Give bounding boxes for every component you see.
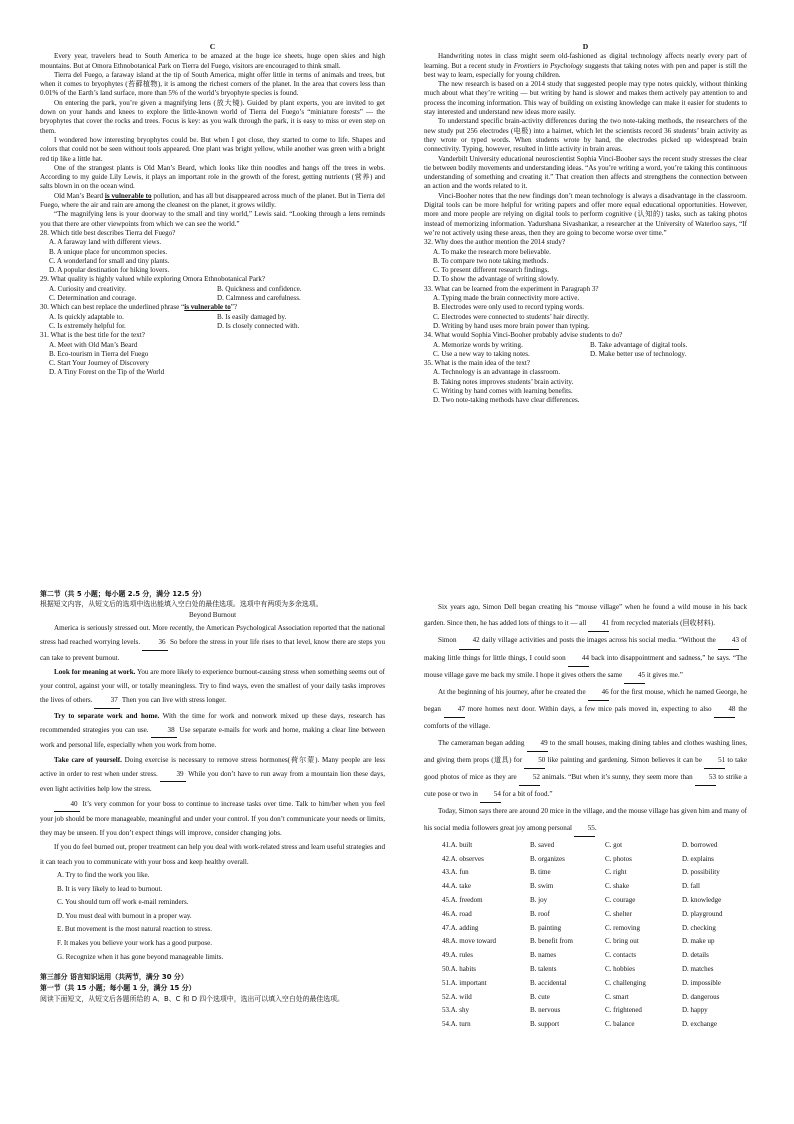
option[interactable]: D. explains bbox=[682, 854, 714, 863]
paragraph: “The magnifying lens is your doorway to the small and tiny world,” Lewis said. “Looking through a lens reminds you that there are other viewpoints from which we can see the world.” bbox=[40, 210, 385, 228]
text: back into disappointment and sadness,” he says. “The mouse village gave me back my smile. I hope it gives others the same bbox=[424, 653, 747, 679]
option[interactable]: 43.A. fun bbox=[442, 868, 469, 877]
option[interactable]: B. swim bbox=[530, 882, 554, 891]
cloze-options bbox=[424, 839, 747, 1032]
option[interactable]: C. Is extremely helpful for. bbox=[49, 321, 126, 330]
bold-lead: Look for meaning at work. bbox=[54, 667, 136, 676]
text: The cameraman began adding bbox=[438, 738, 527, 747]
paragraph bbox=[40, 621, 385, 665]
paragraph bbox=[424, 599, 747, 632]
option[interactable]: F. It makes you believe your work has a good purpose. bbox=[57, 939, 213, 948]
blank-51[interactable]: 51 bbox=[704, 752, 725, 769]
option[interactable]: C. contacts bbox=[605, 951, 637, 960]
paragraph bbox=[424, 632, 747, 684]
paragraph bbox=[424, 52, 747, 80]
paragraph bbox=[40, 665, 385, 709]
text: from recycled materials (回收材料). bbox=[609, 619, 715, 628]
option[interactable]: B. benefit from bbox=[530, 937, 573, 946]
option[interactable]: C. right bbox=[605, 868, 627, 877]
passage-d-letter: D bbox=[582, 42, 589, 51]
option[interactable]: 51.A. important bbox=[442, 978, 487, 987]
option[interactable]: D. knowledge bbox=[682, 896, 722, 905]
option[interactable]: B. To compare two note taking methods. bbox=[433, 256, 549, 265]
option[interactable]: E. But movement is the most natural reaction to stress. bbox=[57, 925, 213, 934]
option[interactable]: A. Is quickly adaptable to. bbox=[49, 312, 124, 321]
text: to strike a cute pose or two in bbox=[424, 773, 747, 799]
blank-53[interactable]: 53 bbox=[695, 769, 716, 786]
paragraph bbox=[40, 709, 385, 753]
option[interactable]: B. cute bbox=[530, 992, 550, 1001]
question-33: 33. What can be learned from the experiment in Paragraph 3? bbox=[424, 284, 599, 293]
part-3-instruction: 阅读下面短文，从短文后各题所给的 A、B、C 和 D 四个选项中，选出可以填入空白处的最佳选项。 bbox=[40, 995, 344, 1004]
underlined-phrase: is vulnerable to bbox=[104, 191, 152, 200]
option[interactable]: A. Try to find the work you like. bbox=[57, 871, 150, 880]
option[interactable]: 42.A. observes bbox=[442, 854, 484, 863]
blank-37[interactable]: 37 bbox=[94, 693, 120, 708]
paragraph bbox=[424, 684, 747, 735]
text: to the small houses, making dining tables and clothes washing lines, and giving them props (道具) for bbox=[424, 738, 747, 764]
option-row bbox=[40, 294, 385, 303]
text: So before the stress in your life rises to that level, know there are steps you can take to prevent burnout. bbox=[40, 638, 385, 662]
option-row bbox=[40, 313, 385, 322]
underlined-phrase: is vulnerable to bbox=[184, 303, 231, 312]
option-row bbox=[424, 350, 747, 359]
paragraph bbox=[40, 797, 385, 841]
paragraph: The new research is based on a 2014 study that suggested people may type notes quickly, without thinking much about what they’re writing — but writing by hand is slower and makes them actively pay attention to and process the incoming information. This way of building on existing knowledge can make it easier for students to stay interested and understand new ideas more easily. bbox=[424, 80, 747, 117]
text: for the first mouse, which he named George, he began bbox=[424, 688, 747, 714]
blank-40[interactable]: 40 bbox=[54, 797, 80, 812]
blank-44[interactable]: 44 bbox=[568, 650, 589, 667]
option[interactable]: B. Take advantage of digital tools. bbox=[590, 340, 688, 349]
option[interactable]: A. A faraway land with different views. bbox=[49, 238, 162, 247]
paragraph: If you do feel burned out, proper treatment can help you deal with work-related stress and learn useful strategies and it can teach you to communicate with your boss and keep healthy overall. bbox=[40, 843, 385, 866]
text: While you don’t have to run away from a mountain lion these days, even light activities help low the stress. bbox=[40, 769, 386, 794]
option[interactable]: D. Calmness and carefulness. bbox=[217, 294, 301, 303]
paragraph: One of the strangest plants is Old Man’s Beard, which looks like thin noodles and hangs off the trees in webs. According to my guide Lily Lewis, it plays an important role in the growth of the forest, getting nutrients (营养) and salts blown in on the ocean wind. bbox=[40, 163, 385, 191]
option[interactable]: 54.A. turn bbox=[442, 1020, 471, 1029]
option[interactable]: B. saved bbox=[530, 840, 555, 849]
text: It’s very common for your boss to continue to increase tasks over time. Talk to him/her when you feel your job should be more manageable, meaningful and under your control. If you don’t communicate your needs or limits, they may be unseen. If you don’t expect things will improve, consider changing jobs. bbox=[40, 799, 385, 838]
option-row bbox=[40, 285, 385, 294]
blank-45[interactable]: 45 bbox=[624, 667, 645, 684]
section-heading: 第二节（共 5 小题；每小题 2.5 分，满分 12.5 分） bbox=[40, 590, 206, 598]
blank-55[interactable]: 55 bbox=[574, 820, 595, 837]
blank-49[interactable]: 49 bbox=[527, 735, 548, 752]
text: suggests that taking notes with pen and paper is still the best way to learn, especially for young children. bbox=[424, 61, 747, 79]
option[interactable]: D. exchange bbox=[682, 1020, 717, 1029]
blank-41[interactable]: 41 bbox=[588, 615, 609, 632]
option[interactable]: B. talents bbox=[530, 965, 557, 974]
option[interactable]: B. support bbox=[530, 1020, 560, 1029]
option[interactable]: C. Writing by hand comes with learning benefits. bbox=[433, 386, 573, 395]
blank-52[interactable]: 52 bbox=[519, 769, 540, 786]
text: Doing exercise is necessary to remove stress hormones(荷尔蒙). Many people are less active in order to rest when under stress. bbox=[40, 755, 385, 778]
option[interactable]: A. Memorize words by writing. bbox=[433, 340, 523, 349]
option[interactable]: D. checking bbox=[682, 923, 716, 932]
blank-54[interactable]: 54 bbox=[480, 786, 501, 803]
paragraph: I wondered how interesting bryophytes could be. But when I got close, they started to come to life. Shapes and colors that could not be seen without tools appeared. One plant was bright yellow, while another was green with a bright red tip like a little hat. bbox=[40, 135, 385, 163]
option[interactable]: D. happy bbox=[682, 1006, 708, 1015]
option[interactable]: B. roof bbox=[530, 909, 550, 918]
option[interactable]: D. fall bbox=[682, 882, 700, 891]
text: 30. Which can best replace the underlined phrase “ bbox=[40, 303, 185, 312]
option[interactable]: 45.A. freedom bbox=[442, 896, 483, 905]
option[interactable]: C. smart bbox=[605, 992, 629, 1001]
text: daily village activities and posts the images across his social media. “Without the bbox=[479, 636, 718, 645]
option[interactable]: B. joy bbox=[530, 896, 548, 905]
option[interactable]: G. Recognize when it has gone beyond manageable limits. bbox=[57, 952, 224, 961]
option[interactable]: C. To present different research findings. bbox=[433, 266, 550, 275]
option[interactable]: D. To show the advantage of writing slowly. bbox=[433, 275, 559, 284]
option[interactable]: A. To make the research more believable. bbox=[433, 247, 551, 256]
option[interactable]: B. accidental bbox=[530, 978, 567, 987]
question-35: 35. What is the main idea of the text? bbox=[424, 359, 531, 368]
option[interactable]: D. Make better use of technology. bbox=[590, 349, 687, 358]
option[interactable]: 53.A. shy bbox=[442, 1006, 470, 1015]
option[interactable]: 47.A. adding bbox=[442, 923, 479, 932]
blank-38[interactable]: 38 bbox=[151, 723, 177, 738]
option[interactable]: 44.A. take bbox=[442, 882, 471, 891]
blank-48[interactable]: 48 bbox=[714, 701, 735, 718]
text: America is seriously stressed out. More recently, the American Psychological Association reported that the national stress had reached worrying levels. bbox=[40, 624, 385, 647]
option[interactable]: D. You must deal with burnout in a proper way. bbox=[57, 911, 192, 920]
option[interactable]: C. shake bbox=[605, 882, 630, 891]
text: animals. “But when it’s sunny, they seem more than bbox=[539, 773, 695, 782]
option[interactable]: D. impossible bbox=[682, 978, 721, 987]
text: to take good photos of mice as they are bbox=[424, 755, 747, 782]
option[interactable]: C. challenging bbox=[605, 978, 646, 987]
text: the comforts of the village. bbox=[424, 705, 747, 731]
text: Handwriting notes in class might seem old-fashioned as digital technology affects nearly every part of learning. But a recent study in bbox=[424, 52, 747, 70]
passage-c-letter: C bbox=[209, 42, 216, 51]
paragraph bbox=[424, 803, 747, 836]
option[interactable]: B. nervous bbox=[530, 1006, 561, 1015]
blank-39[interactable]: 39 bbox=[160, 767, 186, 782]
option[interactable]: C. Use a new way to taking notes. bbox=[433, 349, 530, 358]
paragraph: Tierra del Fuego, a faraway island at the tip of South America, might offer little in terms of animals and trees, but when it comes to bryophytes (苔藓植物), it is among the richest corners of the planet. In the area that covers less than 0.01% of the Earth’s land surface, more than 5% of the world’s bryophyte species is found. bbox=[40, 70, 385, 98]
paragraph bbox=[424, 735, 747, 804]
option[interactable]: D. matches bbox=[682, 965, 714, 974]
text: of making little things for little things, I could soon bbox=[424, 636, 747, 662]
paragraph bbox=[40, 192, 385, 211]
cloze-passage bbox=[424, 599, 747, 1032]
text: . bbox=[594, 823, 597, 832]
text: more homes next door. Within days, a few mice pals moved in, expecting to also bbox=[464, 705, 715, 714]
option[interactable]: B. Electrodes were only used to record typing words. bbox=[433, 303, 584, 312]
option[interactable]: A. Curiosity and creativity. bbox=[49, 284, 126, 293]
part-3-subheading: 第一节（共 15 小题；每小题 1 分，满分 15 分） bbox=[40, 984, 196, 993]
option[interactable]: B. time bbox=[530, 868, 551, 877]
blank-36[interactable]: 36 bbox=[142, 635, 168, 650]
option[interactable]: C. Determination and courage. bbox=[49, 294, 137, 303]
option[interactable]: A. Typing made the brain connectivity more active. bbox=[433, 294, 580, 303]
question-31: 31. What is the best title for the text? bbox=[40, 331, 145, 340]
option[interactable]: C. balance bbox=[605, 1020, 635, 1029]
option-row bbox=[424, 341, 747, 350]
option[interactable]: B. Is easily damaged by. bbox=[217, 312, 287, 321]
option[interactable]: B. It is very likely to lead to burnout. bbox=[57, 884, 163, 893]
option[interactable]: D. details bbox=[682, 951, 709, 960]
text: You are more likely to experience burnout-causing stress when something seems out of your control, against your will, or totally meaningless. Try to find ways, even the smallest of your daily tasks improves the lives of others. bbox=[40, 667, 385, 705]
option[interactable]: B. painting bbox=[530, 923, 562, 932]
option[interactable]: A. Technology is an advantage in classroom. bbox=[433, 368, 561, 377]
bold-lead: Try to separate work and home. bbox=[54, 711, 160, 720]
option[interactable]: C. photos bbox=[605, 854, 632, 863]
paragraph: On entering the park, you’re given a magnifying lens (放大镜). Guided by plant experts, you are invited to get down on your hands and knees to explore the little-known world of Tierra del Fuego’s “miniature forests” — the bryophytes that cover the rocks and trees. Focus is key: as you walk through the park, it is easy to miss or even step on them. bbox=[40, 98, 385, 135]
option[interactable]: D. Writing by hand uses more brain power than typing. bbox=[433, 321, 590, 330]
option[interactable]: C. courage bbox=[605, 896, 636, 905]
option[interactable]: C. frightened bbox=[605, 1006, 642, 1015]
part-3-heading: 第三部分 语言知识运用（共两节，满分 30 分） bbox=[40, 973, 188, 982]
option[interactable]: C. hobbies bbox=[605, 965, 635, 974]
option[interactable]: 49.A. rules bbox=[442, 951, 473, 960]
option[interactable]: C. Start Your Journey of Discovery bbox=[49, 359, 149, 368]
text: Six years ago, Simon Dell began creating his “mouse village” when he found a wild mouse in his back garden. Since then, he has added lots of things to it — all bbox=[424, 603, 747, 628]
journal-name: Frontiers in Psychology bbox=[513, 61, 583, 70]
text: it gives me.” bbox=[645, 670, 683, 679]
paragraph: Vinci-Booher notes that the new findings don’t mean technology is always a disadvantage in the classroom. Digital tools can be more helpful for writing papers and offer more equal educational opportunities. However, more and more people are relying on digital tools to perform cognitive (认知的) tasks, such as taking photos instead of memorizing information. Yadurshana Sivashankar, a researcher at the University of Waterloo says, “If we’re not actively using these areas, then they are going to become worse over time.” bbox=[424, 191, 747, 237]
option[interactable]: 48.A. move toward bbox=[442, 937, 497, 946]
option[interactable]: B. names bbox=[530, 951, 557, 960]
option[interactable]: C. A wonderland for small and tiny plants. bbox=[49, 256, 170, 265]
passage-d bbox=[424, 42, 747, 406]
section-2 bbox=[40, 589, 385, 1005]
option[interactable]: 46.A. road bbox=[442, 909, 472, 918]
question-30 bbox=[40, 303, 385, 312]
paragraph bbox=[40, 753, 385, 797]
question-32: 32. Why does the author mention the 2014 study? bbox=[424, 238, 566, 247]
question-34: 34. What would Sophia Vinci-Booher probably advise students to do? bbox=[424, 331, 623, 340]
option[interactable]: 41.A. built bbox=[442, 840, 473, 849]
option[interactable]: B. A unique place for uncommon species. bbox=[49, 247, 168, 256]
text: for a bit of food.” bbox=[500, 790, 553, 799]
option[interactable]: B. Taking notes improves students’ brain activity. bbox=[433, 377, 574, 386]
text: ”? bbox=[230, 303, 238, 312]
section-instruction: 根据短文内容，从短文后的选项中选出能填入空白处的最佳选项。选项中有两项为多余选项。 bbox=[40, 600, 323, 608]
option-row bbox=[40, 322, 385, 331]
option[interactable]: D. A popular destination for hiking lovers. bbox=[49, 266, 170, 275]
option[interactable]: A. Meet with Old Man’s Beard bbox=[49, 340, 138, 349]
paragraph: Every year, travelers head to South America to be amazed at the huge ice sheets, huge open skies and high mountains. But at Omora Ethnobotanical Park on Tierra del Fuego, visitors are encouraged to think small. bbox=[40, 52, 385, 70]
option[interactable]: C. Electrodes were connected to students’ hair directly. bbox=[433, 312, 590, 321]
option[interactable]: D. dangerous bbox=[682, 992, 720, 1001]
text: Simon bbox=[438, 636, 459, 645]
blank-47[interactable]: 47 bbox=[444, 701, 465, 718]
option[interactable]: B. Eco-tourism in Tierra del Fuego bbox=[49, 349, 149, 358]
option[interactable]: D. A Tiny Forest on the Tip of the World bbox=[49, 368, 165, 377]
option[interactable]: D. Is closely connected with. bbox=[217, 321, 300, 330]
blank-50[interactable]: 50 bbox=[524, 752, 545, 769]
option[interactable]: 52.A. wild bbox=[442, 992, 472, 1001]
text: pollution, and has all but disappeared across much of the planet. But in Tierra del Fuego, where the air and rain are among the cleanest on the planet, it grows wildly. bbox=[40, 191, 385, 210]
option[interactable]: C. removing bbox=[605, 923, 640, 932]
text: At the beginning of his journey, after he created the bbox=[438, 688, 588, 697]
question-28: 28. Which title best describes Tierra del Fuego? bbox=[40, 228, 176, 237]
option[interactable]: C. shelter bbox=[605, 909, 632, 918]
option[interactable]: D. playground bbox=[682, 909, 723, 918]
option[interactable]: D. Two note-taking methods have clear differences. bbox=[433, 396, 580, 405]
text: Use separate e-mails for work and home, making a clear line between work and personal life, especially when you work from home. bbox=[40, 726, 385, 750]
option[interactable]: C. You should turn off work e-mail reminders. bbox=[57, 898, 189, 907]
option[interactable]: B. Quickness and confidence. bbox=[217, 284, 302, 293]
passage-c bbox=[40, 42, 385, 378]
blank-42[interactable]: 42 bbox=[459, 632, 480, 649]
question-29: 29. What quality is highly valued while exploring Omora Ethnobotanical Park? bbox=[40, 275, 266, 284]
paragraph: Vanderbilt University educational neuroscientist Sophia Vinci-Booher says the recent study stresses the clear tie between bodily movements and understanding ideas. “As you’re writing a word, you’re taking this continuous understanding of something and creating it.” That creation then affects and strengthens the connection between an action and the words related to it. bbox=[424, 154, 747, 191]
text: Today, Simon says there are around 20 mice in the village, and the mouse village has given him and many of his social media followers great joy among personal bbox=[424, 807, 747, 832]
bold-lead: Take care of yourself. bbox=[54, 755, 122, 764]
option[interactable]: C. got bbox=[605, 840, 623, 849]
option[interactable]: C. bring out bbox=[605, 937, 639, 946]
option[interactable]: D. make up bbox=[682, 937, 715, 946]
text: Then you can live with stress longer. bbox=[120, 696, 227, 705]
option[interactable]: B. organizes bbox=[530, 854, 565, 863]
text: With the time for work and nonwork mixed up these days, research has recommended strategies you can use. bbox=[40, 711, 386, 735]
option[interactable]: D. possibility bbox=[682, 868, 720, 877]
text: like painting and gardening. Simon believes it can be bbox=[545, 755, 705, 764]
passage-title: Beyond Burnout bbox=[188, 611, 237, 619]
option-list bbox=[40, 869, 385, 964]
blank-46[interactable]: 46 bbox=[588, 684, 609, 701]
paragraph: To understand specific brain-activity differences during the two note-taking methods, the researchers of the new study put 256 electrodes (电极) into a hairnet, which let the scientists record 36 students’ brain activity as they wrote or typed words. When students wrote by hand, the electrodes picked up widespread brain connectivity. Typing, however, resulted in little activity in brain areas. bbox=[424, 117, 747, 154]
option[interactable]: D. borrowed bbox=[682, 840, 718, 849]
text: Old Man’s Beard bbox=[54, 191, 105, 200]
blank-43[interactable]: 43 bbox=[718, 632, 739, 649]
option[interactable]: 50.A. habits bbox=[442, 965, 477, 974]
